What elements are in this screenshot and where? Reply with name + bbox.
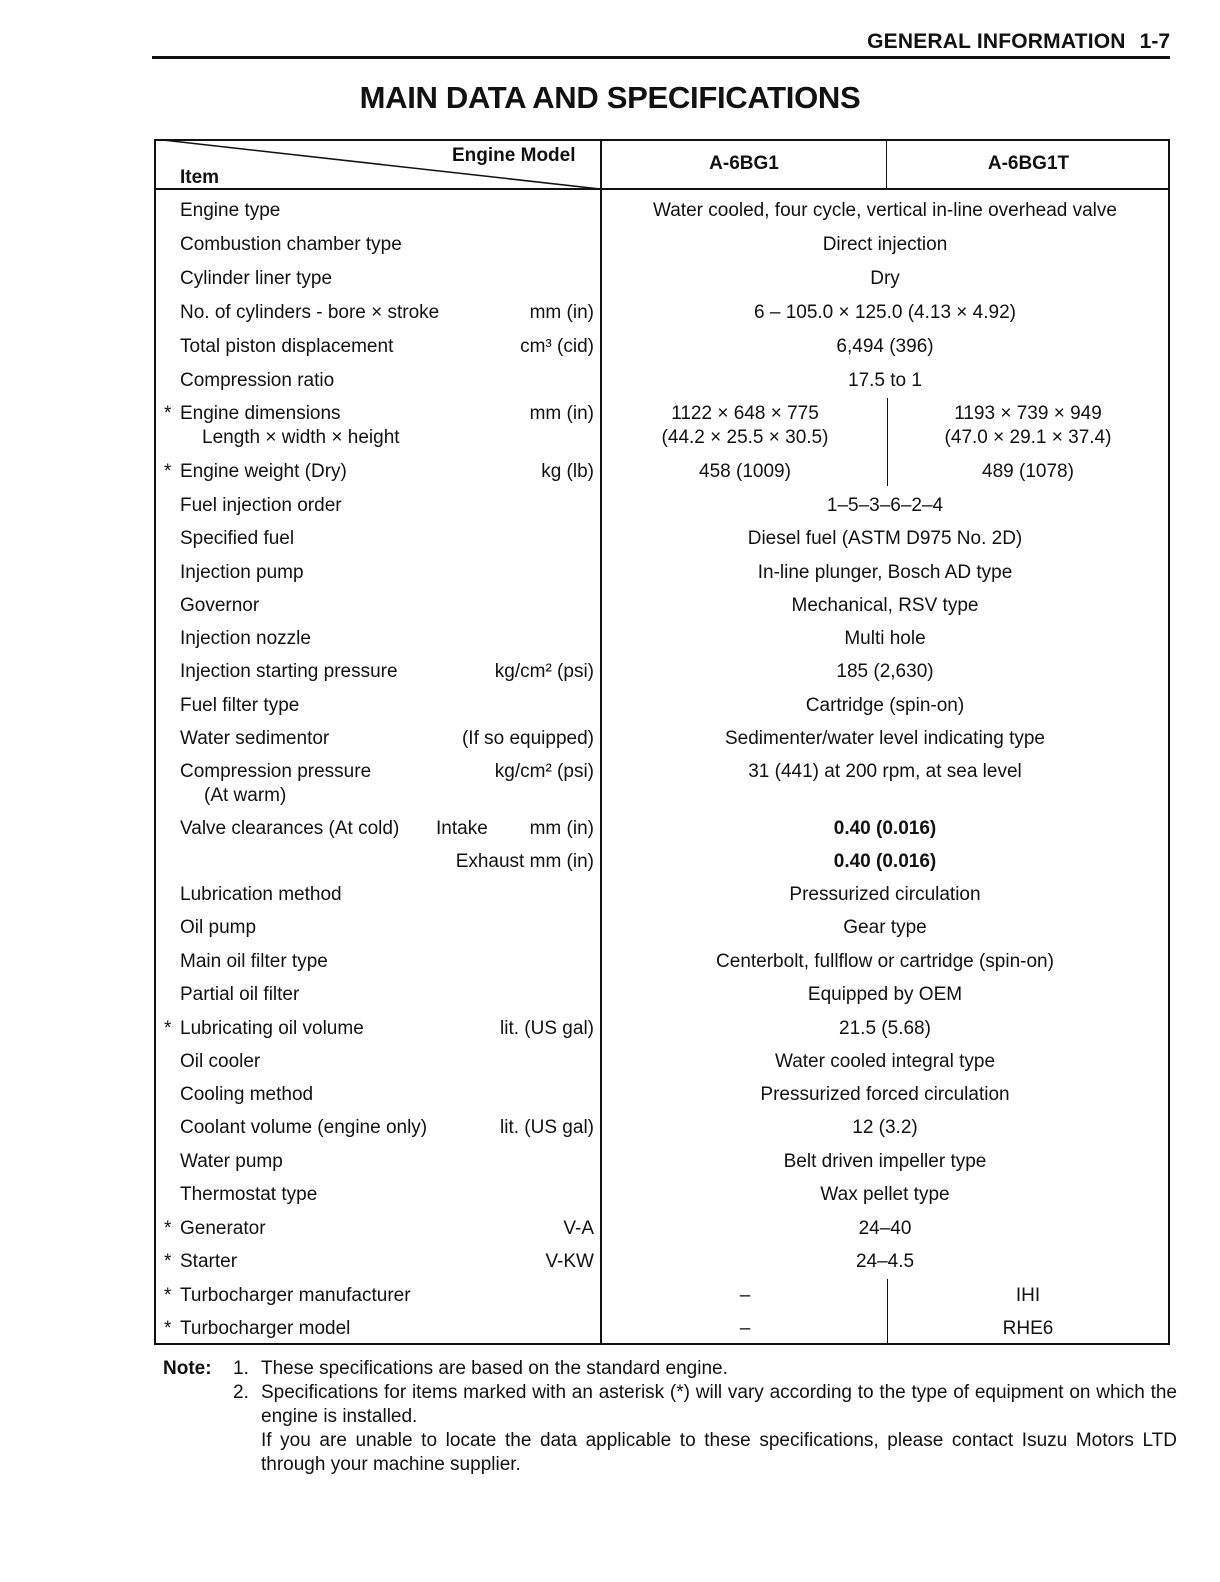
- row-label: Oil cooler: [180, 1051, 261, 1072]
- row-unit: lit. (US gal): [500, 1018, 594, 1039]
- row-value-a6bg1-sub: (44.2 × 25.5 × 30.5): [661, 427, 829, 448]
- row-unit: kg (lb): [541, 461, 594, 482]
- asterisk-mark: *: [164, 461, 172, 482]
- row-label: Fuel injection order: [180, 495, 342, 516]
- row-label: Cylinder liner type: [180, 268, 333, 289]
- row-label: Lubricating oil volume: [180, 1018, 364, 1039]
- row-label: Water sedimentor: [180, 728, 330, 749]
- row-value: 0.40 (0.016): [833, 818, 937, 839]
- row-value: 185 (2,630): [836, 661, 934, 682]
- table-row: [156, 494, 1168, 518]
- table-row: [156, 335, 1168, 359]
- row-label: Cooling method: [180, 1084, 314, 1105]
- row-value: 1–5–3–6–2–4: [826, 495, 944, 516]
- table-row: [156, 1150, 1168, 1174]
- table-row: [156, 561, 1168, 585]
- row-label: Generator: [180, 1218, 266, 1239]
- row-value: Wax pellet type: [820, 1184, 950, 1205]
- table-row: [156, 594, 1168, 618]
- row-label: Valve clearances (At cold): [180, 818, 400, 839]
- note-label: Note:: [163, 1358, 212, 1379]
- row-value: Mechanical, RSV type: [791, 595, 979, 616]
- asterisk-mark: *: [164, 1218, 172, 1239]
- row-unit: (If so equipped): [461, 728, 594, 749]
- row-label: Oil pump: [180, 917, 257, 938]
- table-row: [156, 1317, 1168, 1341]
- row-label: Compression ratio: [180, 370, 335, 391]
- row-value: Pressurized circulation: [789, 884, 981, 905]
- row-value: 31 (441) at 200 rpm, at sea level: [748, 761, 1022, 782]
- row-unit: mm (in): [529, 302, 594, 323]
- row-unit-sub: Intake: [436, 818, 488, 839]
- header-engine-model: Engine Model: [452, 145, 576, 166]
- row-value-a6bg1t: IHI: [1015, 1285, 1041, 1306]
- table-row: [156, 660, 1168, 684]
- row-value: In-line plunger, Bosch AD type: [757, 562, 1013, 583]
- table-row: [156, 760, 1168, 808]
- row-unit: Exhaust mm (in): [455, 851, 594, 872]
- row-value: 21.5 (5.68): [839, 1018, 931, 1039]
- table-row: [156, 1217, 1168, 1241]
- row-unit: kg/cm² (psi): [494, 761, 594, 782]
- row-label: Total piston displacement: [180, 336, 394, 357]
- table-row: [156, 1284, 1168, 1308]
- row-value: Cartridge (spin-on): [805, 695, 965, 716]
- row-value-a6bg1t-sub: (47.0 × 29.1 × 37.4): [944, 427, 1112, 448]
- row-value: 6 – 105.0 × 125.0 (4.13 × 4.92): [754, 302, 1016, 323]
- row-value: 6,494 (396): [836, 336, 934, 357]
- row-unit: mm (in): [529, 818, 594, 839]
- row-label: Combustion chamber type: [180, 234, 402, 255]
- row-value-a6bg1: –: [739, 1318, 751, 1339]
- row-value-a6bg1: –: [739, 1285, 751, 1306]
- table-row: [156, 950, 1168, 974]
- table-row: [156, 1050, 1168, 1074]
- row-label: Partial oil filter: [180, 984, 300, 1005]
- row-unit: mm (in): [529, 403, 594, 424]
- row-value: 24–40: [858, 1218, 912, 1239]
- row-value-a6bg1: 458 (1009): [699, 461, 791, 482]
- row-label: Injection nozzle: [180, 628, 311, 649]
- row-unit: cm³ (cid): [520, 336, 594, 357]
- row-value-a6bg1t: RHE6: [1002, 1318, 1054, 1339]
- row-label: Governor: [180, 595, 260, 616]
- row-label-sub: Length × width × height: [202, 427, 400, 448]
- asterisk-mark: *: [164, 403, 172, 424]
- row-value: 17.5 to 1: [848, 370, 922, 391]
- table-row: [156, 916, 1168, 940]
- row-label: Compression pressure: [180, 761, 372, 782]
- row-value: Dry: [870, 268, 900, 289]
- row-value: Pressurized forced circulation: [760, 1084, 1010, 1105]
- row-unit: kg/cm² (psi): [494, 661, 594, 682]
- row-value-a6bg1t: 1193 × 739 × 949: [954, 403, 1102, 424]
- table-row: [156, 727, 1168, 751]
- asterisk-mark: *: [164, 1285, 172, 1306]
- table-row: [156, 460, 1168, 484]
- table-row: [156, 402, 1168, 450]
- table-row: [156, 1183, 1168, 1207]
- row-value: Direct injection: [822, 234, 948, 255]
- row-value: 24–4.5: [855, 1251, 915, 1272]
- row-value: Belt driven impeller type: [783, 1151, 987, 1172]
- row-value-a6bg1t: 489 (1078): [982, 461, 1074, 482]
- header-item: Item: [180, 167, 220, 188]
- table-row: [156, 233, 1168, 257]
- row-value: 12 (3.2): [852, 1117, 918, 1138]
- row-label: Water pump: [180, 1151, 283, 1172]
- page-header: [152, 30, 1170, 59]
- table-row: [156, 301, 1168, 325]
- row-value: Equipped by OEM: [807, 984, 963, 1005]
- row-value: Water cooled, four cycle, vertical in-line overhead valve: [653, 200, 1117, 221]
- row-unit: V-A: [563, 1218, 594, 1239]
- page-title: MAIN DATA AND SPECIFICATIONS: [359, 80, 861, 115]
- section-title: GENERAL INFORMATION: [867, 30, 1126, 53]
- row-label: Lubrication method: [180, 884, 342, 905]
- table-row: [156, 369, 1168, 393]
- note-item: 2. Specifications for items marked with an asterisk (*) will vary according to the type of equipment on which the engine is installed. If you are unable to locate the data applicable to these specifications, please contact Isuzu Motors LTD through your machine supplier.: [233, 1382, 1177, 1475]
- table-row: [156, 1017, 1168, 1041]
- row-label: No. of cylinders - bore × stroke: [180, 302, 440, 323]
- row-value-a6bg1: 1122 × 648 × 775: [671, 403, 819, 424]
- row-value: Water cooled integral type: [774, 1051, 996, 1072]
- row-value: Sedimenter/water level indicating type: [724, 728, 1045, 749]
- asterisk-mark: *: [164, 1318, 172, 1339]
- table-row: [156, 1250, 1168, 1274]
- row-value: 0.40 (0.016): [833, 851, 937, 872]
- row-label: Starter: [180, 1251, 238, 1272]
- row-label: Coolant volume (engine only): [180, 1117, 428, 1138]
- row-value: Centerbolt, fullflow or cartridge (spin-on): [716, 951, 1054, 972]
- asterisk-mark: *: [164, 1018, 172, 1039]
- table-row: [156, 883, 1168, 907]
- row-label: Injection pump: [180, 562, 304, 583]
- row-value: Diesel fuel (ASTM D975 No. 2D): [747, 528, 1023, 549]
- asterisk-mark: *: [164, 1251, 172, 1272]
- table-row: [156, 627, 1168, 651]
- row-label-sub: (At warm): [204, 785, 287, 806]
- table-row: [156, 199, 1168, 223]
- header-model-a: A-6BG1: [709, 153, 779, 174]
- row-label: Turbocharger model: [180, 1318, 351, 1339]
- row-label: Main oil filter type: [180, 951, 328, 972]
- row-label: Turbocharger manufacturer: [180, 1285, 411, 1306]
- table-row: [156, 983, 1168, 1007]
- page-number: 1-7: [1139, 30, 1170, 53]
- table-row: [156, 694, 1168, 718]
- row-label: Engine type: [180, 200, 281, 221]
- table-row: [156, 1116, 1168, 1140]
- note-item: 1. These specifications are based on the standard engine.: [233, 1358, 728, 1379]
- row-unit: lit. (US gal): [500, 1117, 594, 1138]
- table-row: [156, 850, 1168, 874]
- row-unit: V-KW: [545, 1251, 594, 1272]
- row-label: Engine weight (Dry): [180, 461, 347, 482]
- row-value: Multi hole: [844, 628, 926, 649]
- table-row: [156, 817, 1168, 841]
- row-label: Injection starting pressure: [180, 661, 398, 682]
- row-label: Specified fuel: [180, 528, 295, 549]
- row-label: Engine dimensions: [180, 403, 341, 424]
- table-row: [156, 527, 1168, 551]
- table-row: [156, 1083, 1168, 1107]
- row-label: Thermostat type: [180, 1184, 318, 1205]
- row-label: Fuel filter type: [180, 695, 300, 716]
- table-row: [156, 267, 1168, 291]
- header-model-b: A-6BG1T: [987, 153, 1070, 174]
- row-value: Gear type: [843, 917, 927, 938]
